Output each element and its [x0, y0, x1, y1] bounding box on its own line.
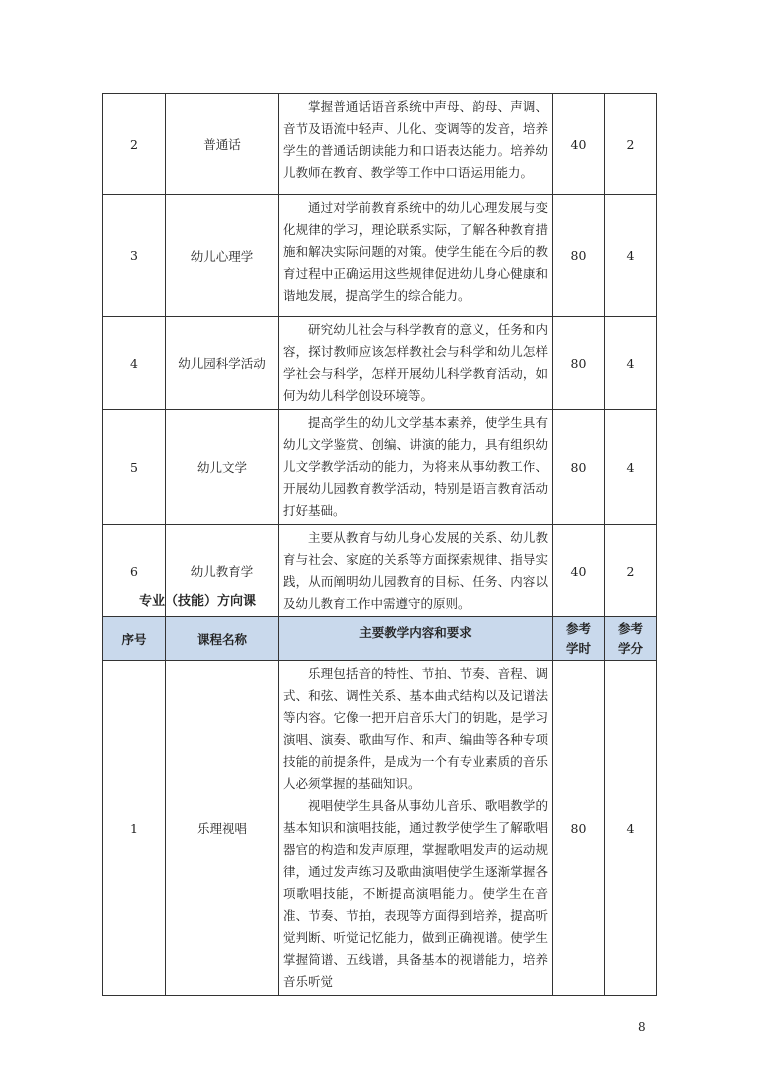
description-paragraph: 提高学生的幼儿文学基本素养，使学生具有幼儿文学鉴赏、创编、讲演的能力，具有组织幼儿文学教学活动的能力，为将来从事幼教工作、开展幼儿园教育教学活动，特别是语言教育活动打好基础。 — [283, 415, 548, 518]
course-description — [279, 317, 553, 410]
course-credits: 4 — [605, 410, 657, 525]
course-credits: 4 — [605, 317, 657, 410]
course-number: 3 — [103, 195, 166, 317]
course-hours: 80 — [553, 195, 605, 317]
header-credits — [605, 617, 657, 661]
course-name: 幼儿教育学 — [166, 525, 279, 618]
course-name: 幼儿文学 — [166, 410, 279, 525]
description-paragraph: 主要从教育与幼儿身心发展的关系、幼儿教育与社会、家庭的关系等方面探索规律、指导实践，从而阐明幼儿园教育的目标、任务、内容以及幼儿教育工作中需遵守的原则。 — [283, 530, 548, 611]
table-row — [103, 410, 657, 525]
course-hours: 80 — [553, 661, 605, 996]
section-title: 专业（技能）方向课 — [139, 594, 257, 609]
table-row — [103, 94, 657, 195]
course-table-continued — [102, 93, 657, 618]
description-paragraph: 视唱使学生具备从事幼儿音乐、歌唱教学的基本知识和演唱技能，通过教学使学生了解歌唱器官的构造和发声原理，掌握歌唱发声的运动规律，通过发声练习及歌曲演唱使学生逐渐掌握各项歌唱技能，不断提高演唱能力。使学生在音准、节奏、节拍，表现等方面得到培养，提高听觉判断、听觉记忆能力，做到正确视谱。使学生掌握简谱、五线谱，具备基本的视谱能力，培养音乐听觉 — [283, 798, 548, 989]
course-number: 1 — [103, 661, 166, 996]
course-description — [279, 410, 553, 525]
course-hours: 80 — [553, 317, 605, 410]
course-hours: 40 — [553, 525, 605, 618]
header-course-name: 课程名称 — [166, 617, 279, 661]
course-number: 6 — [103, 525, 166, 618]
header-number: 序号 — [103, 617, 166, 661]
course-description — [279, 94, 553, 195]
course-number: 5 — [103, 410, 166, 525]
description-paragraph: 掌握普通话语音系统中声母、韵母、声调、音节及语流中轻声、儿化、变调等的发音，培养学生的普通话朗读能力和口语表达能力。培养幼儿教师在教育、教学等工作中口语运用能力。 — [283, 99, 548, 180]
description-paragraph: 研究幼儿社会与科学教育的意义，任务和内容，探讨教师应该怎样教社会与科学和幼儿怎样学社会与科学，怎样开展幼儿科学教育活动，如何为幼儿科学创设环境等。 — [283, 322, 548, 403]
course-name: 幼儿心理学 — [166, 195, 279, 317]
course-number: 4 — [103, 317, 166, 410]
course-name: 幼儿园科学活动 — [166, 317, 279, 410]
course-description — [279, 195, 553, 317]
course-hours: 40 — [553, 94, 605, 195]
description-paragraph: 乐理包括音的特性、节拍、节奏、音程、调式、和弦、调性关系、基本曲式结构以及记谱法等内容。它像一把开启音乐大门的钥匙，是学习演唱、演奏、歌曲写作、和声、编曲等各种专项技能的前提条件，是成为一个有专业素质的音乐人必须掌握的基础知识。 — [283, 666, 548, 791]
table-row — [103, 195, 657, 317]
course-credits: 2 — [605, 525, 657, 618]
page-number: 8 — [638, 1020, 646, 1034]
course-hours: 80 — [553, 410, 605, 525]
major-course-table — [102, 616, 657, 996]
course-description — [279, 661, 553, 996]
course-credits: 4 — [605, 661, 657, 996]
course-credits: 2 — [605, 94, 657, 195]
course-number: 2 — [103, 94, 166, 195]
course-name: 普通话 — [166, 94, 279, 195]
course-description — [279, 525, 553, 618]
table-row — [103, 661, 657, 996]
description-paragraph: 通过对学前教育系统中的幼儿心理发展与变化规律的学习，理论联系实际，了解各种教育措施和解决实际问题的对策。使学生能在今后的教育过程中正确运用这些规律促进幼儿身心健康和谐地发展，提高学生的综合能力。 — [283, 200, 548, 303]
table-row — [103, 317, 657, 410]
course-credits: 4 — [605, 195, 657, 317]
header-credits-label: 参考学分 — [617, 620, 643, 656]
course-name: 乐理视唱 — [166, 661, 279, 996]
header-hours-label: 参考学时 — [565, 620, 591, 656]
header-hours — [553, 617, 605, 661]
header-content: 主要教学内容和要求 — [279, 617, 553, 661]
table-header-row — [103, 617, 657, 661]
